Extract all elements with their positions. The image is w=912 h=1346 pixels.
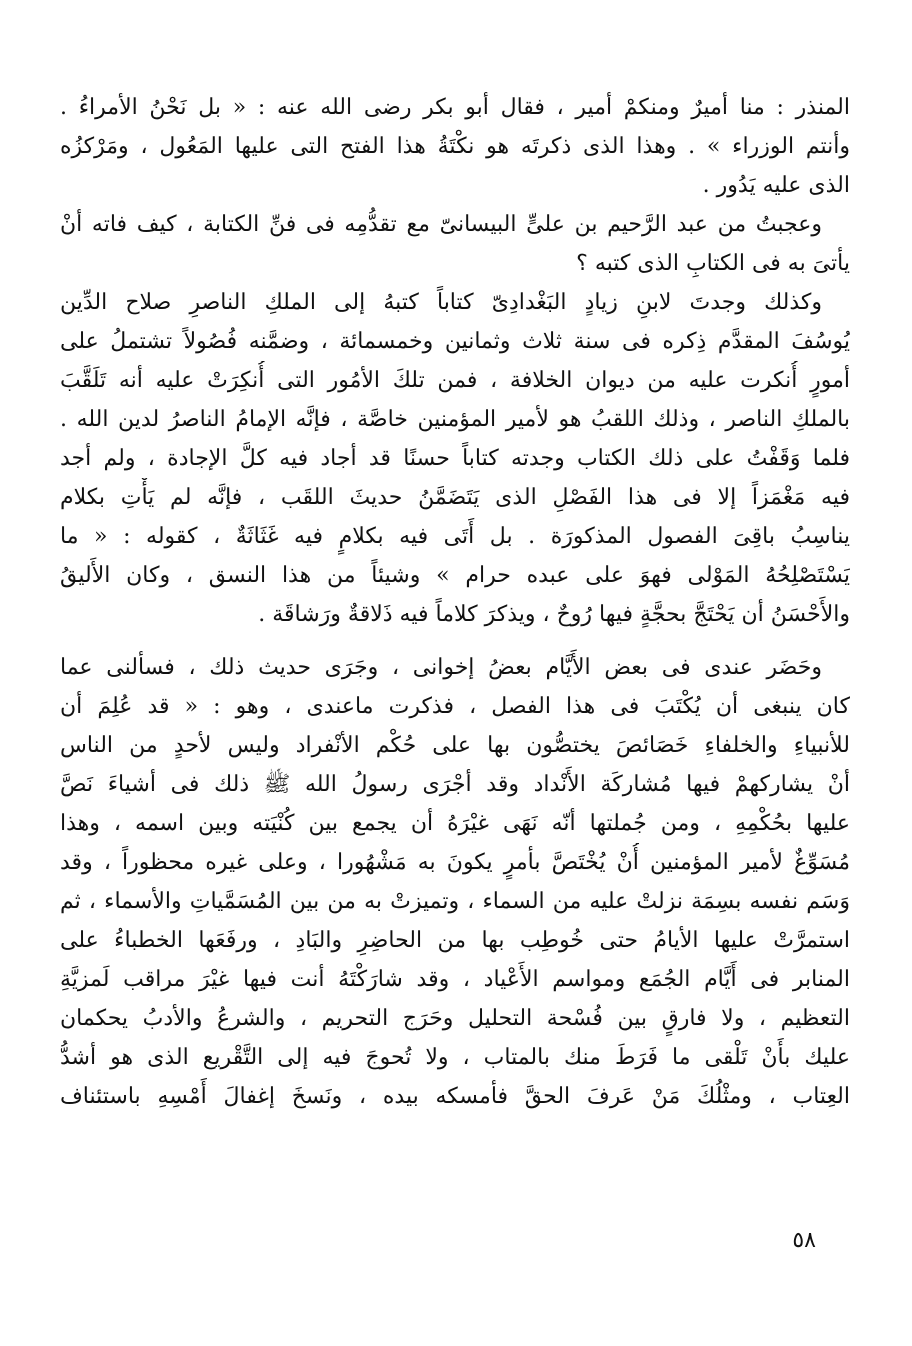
text-line: فلما وَقَفْتُ على ذلك الكتاب وجدته كتاباً حسنًا قد أجاد فيه كلَّ الإجادة ، ولم أجد <box>60 446 850 471</box>
text-line: عليك بأَنْ تَلْقى ما فَرَطَ منك بالمتاب ، ولا تُحوجَ فيه إلى التَّقْريع الذى هو أشدُّ <box>60 1045 850 1070</box>
text-line: المنابر فى أَيَّام الجُمَع ومواسم الأَعْياد ، وقد شارَكْتَهُ أنت فيها غيْرَ مراقب لَمزيَّةِ <box>60 967 850 992</box>
text-line: أنْ يشاركهمْ فيها مُشاركَة الأَنْداد وقد أجْرَى رسولُ الله ﷺ ذلك فى أشياءَ نَصَّ <box>60 772 850 797</box>
text-line: كان ينبغى أن يُكْتَبَ فى هذا الفصل ، فذكرت ماعندى ، وهو : « قد عُلِمَ أن <box>60 694 850 719</box>
text-line: يُوسُفَ المقدَّم ذِكره فى سنة ثلاث وثمانين وخمسمائة ، وضمَّنه فُصُولاً تشتملُ على <box>60 329 850 354</box>
text-line: وَسَم نفسه بسِمَة نزلتْ عليه من السماء ، وتميزتْ به من بين المُسَمَّياتِ والأسماء ، ثم <box>60 889 850 914</box>
text-line: وأنتم الوزراء » . وهذا الذى ذكرتَه هو نكْتَةُ هذا الفتح التى عليها المَعُول ، ومَرْكزُه <box>60 134 850 159</box>
text-line: وكذلك وجدتَ لابنِ زيادٍ البَغْدادِىّ كتاباً كتبهُ إلى الملكِ الناصرِ صلاح الدِّين <box>60 290 822 315</box>
text-line: فيه مَغْمَزاً إلا فى هذا الفَصْلِ الذى يَتَضَمَّنُ حديثَ اللقَب ، فإنَّه لم يَأْتِ بكلام <box>60 485 850 510</box>
text-line: والأَحْسَنُ أن يَحْتَجَّ بحجَّةٍ فيها رُوحٌ ، ويذكرَ كلاماً فيه ذَلاقةٌ ورَشاقَة . <box>258 602 850 627</box>
text-line: مُسَوِّغٌ لأمير المؤمنين أُنْ يُخْتَصَّ بأمرٍ يكونَ به مَشْهُورا ، وعلى غيره محظوراً ، وقد <box>60 850 850 875</box>
text-line: المنذر : منا أميرٌ ومنكمْ أمير ، فقال أبو بكر رضى الله عنه : « بل نَحْنُ الأمراءُ . <box>60 95 850 120</box>
text-line: عليها بحُكْمِهِ ، ومن جُملتها أنّه نَهَى غيْرَهُ أن يجمع بين كُنْيَته وبين اسمه ، وهذا <box>60 811 850 836</box>
text-line: يَسْتَصْلِحُهُ المَوْلى فهوَ على عبده حرام » وشيئاً من هذا النسق ، وكان الأَليقُ <box>60 563 850 588</box>
text-line: التعظيم ، ولا فارقٍ بين فُسْحة التحليل وحَرَج التحريم ، والشرعُ والأدبُ يحكمان <box>60 1006 850 1031</box>
text-line: وحَضَر عندى فى بعض الأَيَّام بعضُ إخوانى ، وجَرَى حديث ذلك ، فسألنى عما <box>60 655 822 680</box>
paragraph-4 <box>60 648 850 1116</box>
text-line: وعجبتُ من عبد الرَّحيم بن علىٍّ البيسانىّ مع تقدُّمِه فى فنِّ الكتابة ، كيف فاته أنْ <box>60 212 822 237</box>
text-line: أمورٍ أُنكرت عليه من ديوان الخلافة ، فمن تلكَ الأمُور التى أُنكِرَتْ عليه أنه تَلَقَّبَ <box>60 368 850 393</box>
paragraph-1 <box>60 88 850 205</box>
text-line: يأتىَ به فى الكتابِ الذى كتبه ؟ <box>576 251 850 276</box>
text-line: العِتاب ، ومثْلُكَ مَنْ عَرفَ الحقَّ فأمسكه بيده ، ونَسخَ إغفالَ أَمْسِهِ باستئناف <box>60 1084 850 1109</box>
text-line: للأنبياءِ والخلفاءِ خَصَائصَ يختصُّون بها على حُكْم الأنْفراد وليس لأحدٍ من الناس <box>60 733 850 758</box>
paragraph-3 <box>60 283 850 634</box>
text-line: بالملكِ الناصر ، وذلك اللقبُ هو لأمير المؤمنين خاصَّة ، فإنَّه الإمامُ الناصرُ لدين الله . <box>60 407 850 432</box>
paragraph-2 <box>60 205 850 283</box>
book-page <box>60 88 850 1328</box>
paragraph-spacer <box>60 634 850 648</box>
text-line: الذى عليه يَدُور . <box>702 173 850 198</box>
text-line: استمرَّتْ عليها الأيامُ حتى خُوطِب بها من الحاضِرِ والبَادِ ، ورفَعَها الخطباءُ على <box>60 928 850 953</box>
text-line: يناسِبُ باقِىَ الفصول المذكورَة . بل أَتَى فيه بكلامٍ فيه غَثَاثَةٌ ، كقوله : « ما <box>60 524 850 549</box>
page-number: ٥٨ <box>792 1228 816 1253</box>
